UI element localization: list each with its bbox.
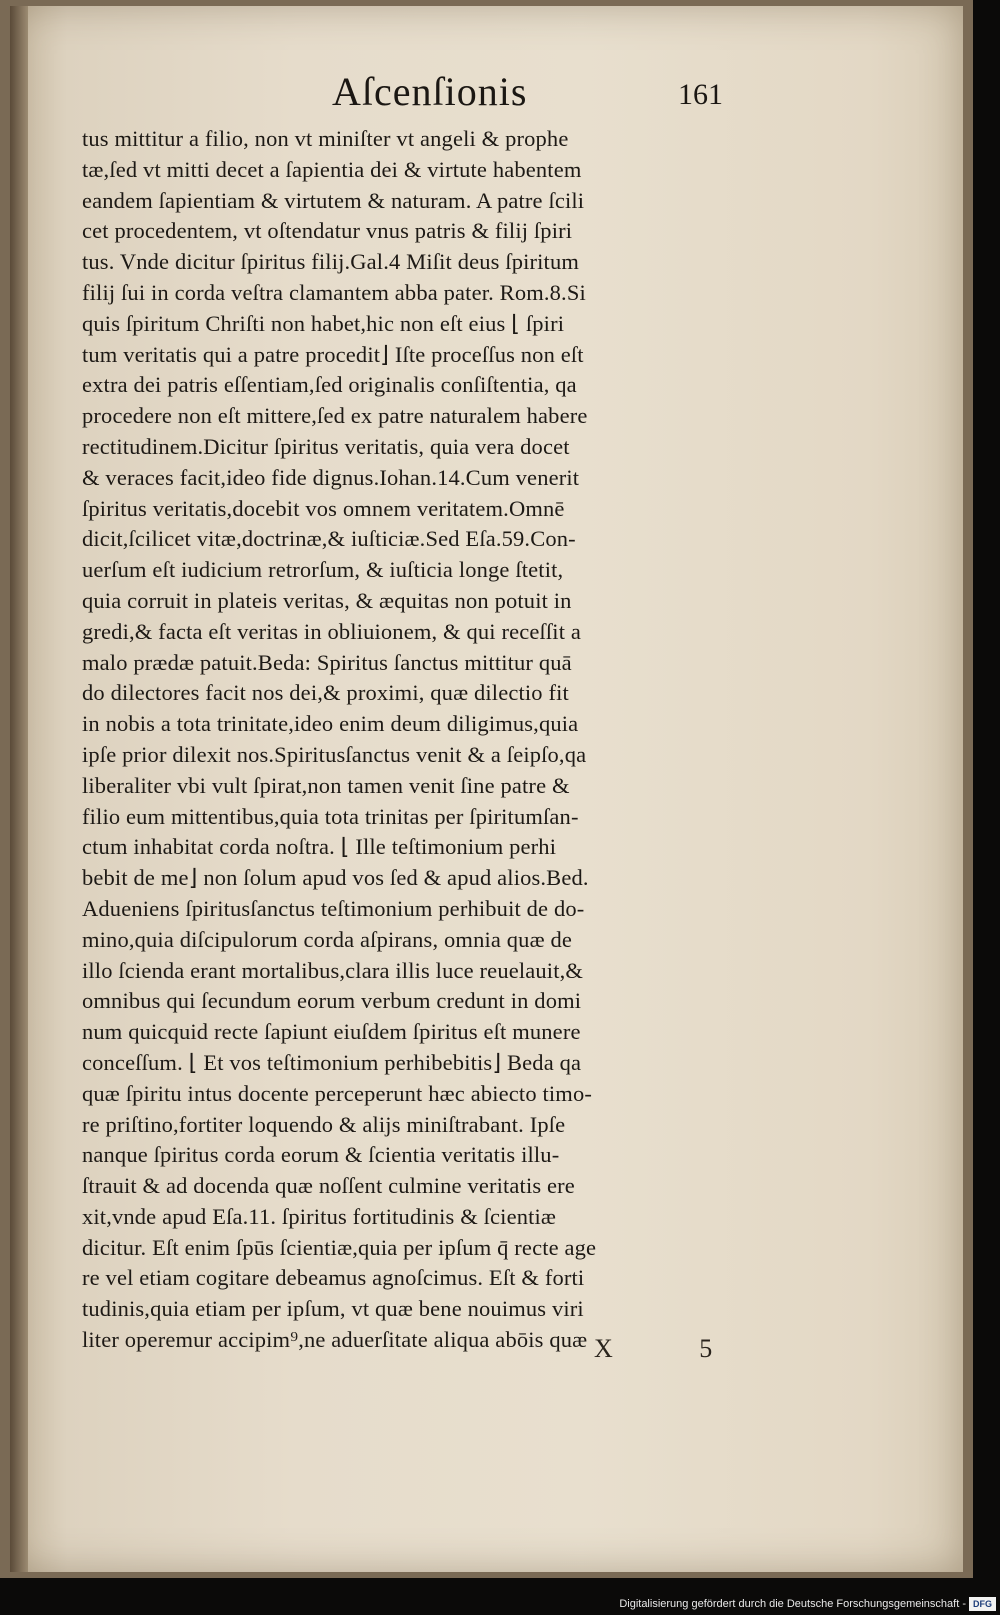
- text-line: extra dei patris eſſentiam,ſed originalis conſiſtentia, qa: [82, 372, 577, 398]
- text-line: in nobis a tota trinitate,ideo enim deum diligimus,quia: [82, 711, 579, 737]
- text-line: ſtrauit & ad docenda quæ noſſent culmine veritatis ere: [82, 1173, 575, 1199]
- signature-mark: X 5: [594, 1334, 753, 1363]
- text-line: Adueniens ſpiritusſanctus teſtimonium perhibuit de do-: [82, 895, 585, 921]
- text-line: gredi,& facta eſt veritas in obliuionem, & qui receſſit a: [82, 618, 582, 644]
- text-line: ipſe prior dilexit nos.Spiritusſanctus venit & a ſeipſo,qa: [82, 741, 587, 767]
- text-line: re priſtino,fortiter loquendo & alijs miniſtrabant. Ipſe: [82, 1111, 566, 1137]
- text-line: quæ ſpiritu intus docente perceperunt hæc abiecto timo-: [82, 1080, 592, 1106]
- text-line: omnibus qui ſecundum eorum verbum credunt in domi: [82, 988, 582, 1014]
- running-title: Aſcenſionis: [332, 69, 528, 114]
- text-line: tus mittitur a filio, non vt miniſter vt angeli & prophe: [82, 126, 569, 151]
- text-line: mino,quia diſcipulorum corda aſpirans, omnia quæ de: [82, 926, 573, 952]
- text-line: re vel etiam cogitare debeamus agnoſcimus. Eſt & forti: [82, 1265, 585, 1291]
- paper-leaf: [10, 6, 963, 1572]
- text-line: xit,vnde apud Eſa.11. ſpiritus fortitudinis & ſcientiæ: [82, 1203, 557, 1229]
- dfg-logo: DFG: [969, 1597, 996, 1611]
- text-line: dicitur. Eſt enim ſpūs ſcientiæ,quia per ipſum q̄ recte age: [82, 1234, 597, 1260]
- text-line: num quicquid recte ſapiunt eiuſdem ſpiritus eſt munere: [82, 1019, 581, 1045]
- text-line: cet procedentem, vt oſtendatur vnus patris & filij ſpiri: [82, 218, 573, 244]
- text-line: & veraces facit,ideo fide dignus.Iohan.14.Cum venerit: [82, 464, 580, 490]
- text-line: conceſſum. ⌊ Et vos teſtimonium perhibebitis⌋ Beda qa: [82, 1049, 582, 1075]
- text-line: quia corruit in plateis veritas, & æquitas non potuit in: [82, 587, 572, 613]
- text-line: tum veritatis qui a patre procedit⌋ Iſte proceſſus non eſt: [82, 341, 584, 367]
- binding-edge: [10, 6, 28, 1572]
- text-line: uerſum eſt iudicium retrorſum, & iuſticia longe ſtetit,: [82, 557, 564, 583]
- text-line: procedere non eſt mittere,ſed ex patre naturalem habere: [82, 403, 588, 429]
- text-line: do dilectores facit nos dei,& proximi, quæ dilectio fit: [82, 680, 569, 706]
- text-line: eandem ſapientiam & virtutem & naturam. A patre ſcili: [82, 187, 585, 213]
- text-line: filio eum mittentibus,quia tota trinitas per ſpiritumſan-: [82, 803, 579, 829]
- text-line: filij ſui in corda veſtra clamantem abba pater. Rom.8.Si: [82, 279, 586, 305]
- text-line: tudinis,quia etiam per ipſum, vt quæ bene nouimus viri: [82, 1296, 584, 1322]
- text-line: bebit de me⌋ non ſolum apud vos ſed & apud alios.Bed.: [82, 865, 589, 891]
- text-line: liter operemur accipim⁹,ne aduerſitate aliqua abōis quæ: [82, 1327, 588, 1353]
- text-line: nanque ſpiritus corda eorum & ſcientia veritatis illu-: [82, 1142, 560, 1168]
- text-line: liberaliter vbi vult ſpirat,non tamen venit ſine patre &: [82, 772, 570, 798]
- text-line: quis ſpiritum Chriſti non habet,hic non eſt eius ⌊ ſpiri: [82, 310, 565, 336]
- text-line: rectitudinem.Dicitur ſpiritus veritatis, quia vera docet: [82, 433, 570, 459]
- funding-credit: Digitalisierung gefördert durch die Deutsche Forschungsgemeinschaft -: [619, 1598, 966, 1610]
- text-line: dicit,ſcilicet vitæ,doctrinæ,& iuſticiæ.Sed Eſa.59.Con-: [82, 526, 576, 552]
- text-line: tæ,ſed vt mitti decet a ſapientia dei & virtute habentem: [82, 156, 582, 182]
- text-line: illo ſcienda erant mortalibus,clara illis luce reuelauit,&: [82, 957, 584, 983]
- page-number: 161: [678, 78, 723, 111]
- text-line: malo prædæ patuit.Beda: Spiritus ſanctus mittitur quā: [82, 649, 572, 675]
- body-text: [82, 124, 782, 1356]
- text-line: ctum inhabitat corda noſtra. ⌊ Ille teſtimonium perhi: [82, 834, 557, 860]
- text-line: ſpiritus veritatis,docebit vos omnem veritatem.Omnē: [82, 495, 565, 521]
- text-line: tus. Vnde dicitur ſpiritus filij.Gal.4 Miſit deus ſpiritum: [82, 249, 580, 275]
- page-header: [10, 64, 963, 114]
